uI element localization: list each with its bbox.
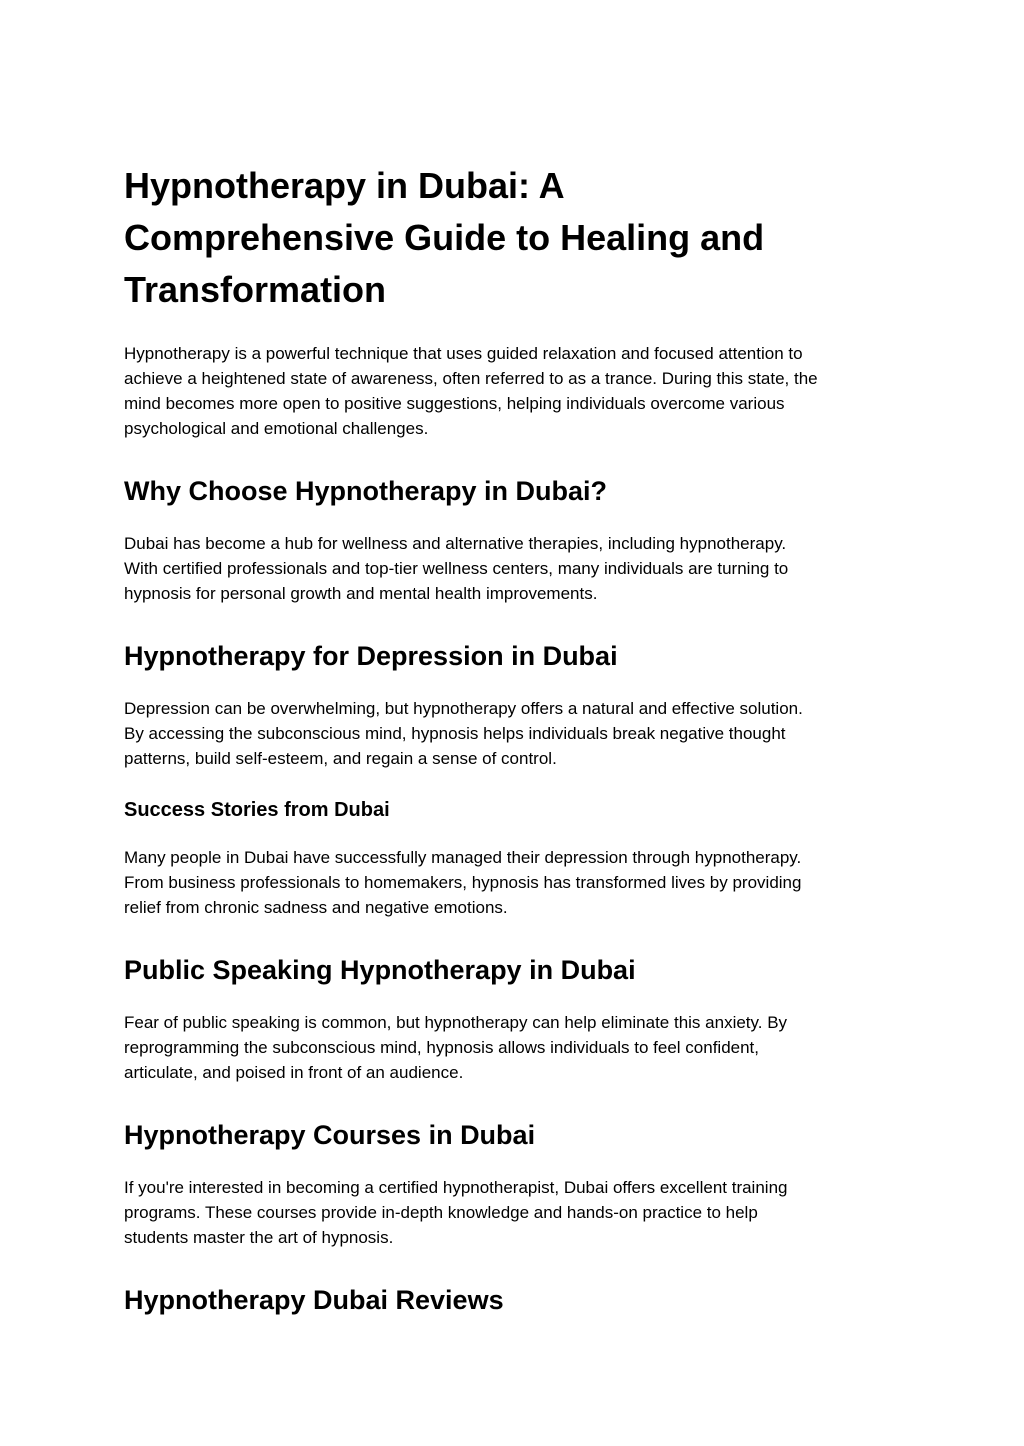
section-heading-depression: Hypnotherapy for Depression in Dubai	[124, 641, 618, 671]
title-line: Hypnotherapy in Dubai: A	[124, 165, 565, 206]
paragraph-line: Hypnotherapy is a powerful technique that uses guided relaxation and focused attention to	[124, 344, 803, 363]
paragraph-line: By accessing the subconscious mind, hypnosis helps individuals break negative thought	[124, 724, 786, 743]
paragraph-line: hypnosis for personal growth and mental health improvements.	[124, 584, 598, 603]
paragraph-line: psychological and emotional challenges.	[124, 419, 429, 438]
paragraph-line: If you're interested in becoming a certified hypnotherapist, Dubai offers excellent training	[124, 1178, 788, 1197]
paragraph-line: From business professionals to homemakers, hypnosis has transformed lives by providing	[124, 873, 802, 892]
title-line: Transformation	[124, 269, 387, 310]
section-heading-public-speaking: Public Speaking Hypnotherapy in Dubai	[124, 955, 636, 985]
paragraph-line: patterns, build self-esteem, and regain a sense of control.	[124, 749, 557, 768]
paragraph-line: Fear of public speaking is common, but hypnotherapy can help eliminate this anxiety. By	[124, 1013, 788, 1032]
paragraph-line: achieve a heightened state of awareness, often referred to as a trance. During this state, the	[124, 369, 818, 388]
section-heading-why-choose: Why Choose Hypnotherapy in Dubai?	[124, 476, 608, 506]
section-paragraph-success-stories	[124, 845, 904, 920]
section-heading-reviews: Hypnotherapy Dubai Reviews	[124, 1285, 504, 1315]
section-paragraph-depression	[124, 696, 904, 771]
paragraph-line: programs. These courses provide in-depth knowledge and hands-on practice to help	[124, 1203, 758, 1222]
section-paragraph-courses	[124, 1175, 904, 1250]
paragraph-line: reprogramming the subconscious mind, hypnosis allows individuals to feel confident,	[124, 1038, 760, 1057]
subsection-heading-success-stories: Success Stories from Dubai	[124, 799, 390, 821]
paragraph-line: Many people in Dubai have successfully managed their depression through hypnotherapy.	[124, 848, 802, 867]
section-paragraph-public-speaking	[124, 1010, 904, 1085]
document-title	[124, 160, 904, 316]
paragraph-line: Dubai has become a hub for wellness and alternative therapies, including hypnotherapy.	[124, 534, 787, 553]
paragraph-line: students master the art of hypnosis.	[124, 1228, 394, 1247]
paragraph-line: Depression can be overwhelming, but hypnotherapy offers a natural and effective solution.	[124, 699, 803, 718]
paragraph-line: With certified professionals and top-tier wellness centers, many individuals are turning to	[124, 559, 789, 578]
paragraph-line: relief from chronic sadness and negative emotions.	[124, 898, 508, 917]
title-line: Comprehensive Guide to Healing and	[124, 217, 765, 258]
paragraph-line: mind becomes more open to positive suggestions, helping individuals overcome various	[124, 394, 785, 413]
section-paragraph-why-choose	[124, 531, 904, 606]
section-heading-courses: Hypnotherapy Courses in Dubai	[124, 1120, 536, 1150]
intro-paragraph	[124, 341, 904, 441]
paragraph-line: articulate, and poised in front of an audience.	[124, 1063, 464, 1082]
